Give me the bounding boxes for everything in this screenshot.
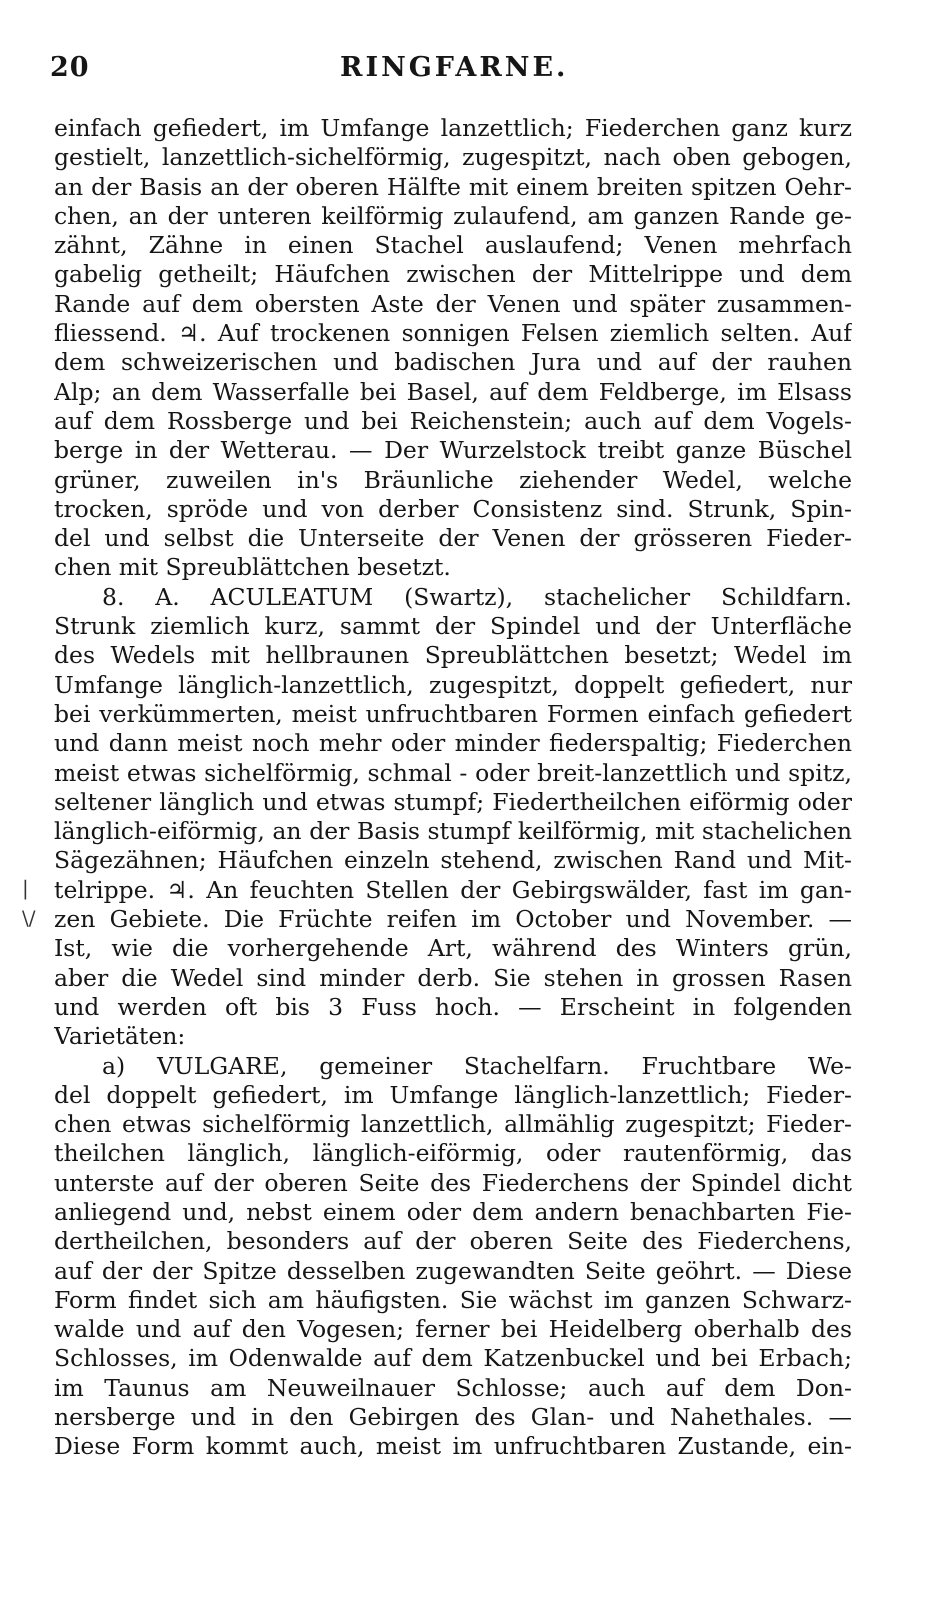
text-line: theilchen länglich, länglich-eiförmig, oder rautenförmig, das bbox=[54, 1139, 852, 1168]
text-line: walde und auf den Vogesen; ferner bei Heidelberg oberhalb des bbox=[54, 1315, 852, 1344]
text-line: unterste auf der oberen Seite des Fiederchens der Spindel dicht bbox=[54, 1168, 852, 1197]
text-line: trocken, spröde und von derber Consistenz sind. Strunk, Spin- bbox=[54, 494, 852, 523]
text-line: fliessend. ♃. Auf trockenen sonnigen Felsen ziemlich selten. Auf bbox=[54, 319, 852, 348]
text-line: gestielt, lanzettlich-sichelförmig, zugespitzt, nach oben gebogen, bbox=[54, 143, 852, 172]
text-line: länglich-eiförmig, an der Basis stumpf keilförmig, mit stachelichen bbox=[54, 817, 852, 846]
species-heading-line: 8. A. ACULEATUM (Swartz), stachelicher Schildfarn. bbox=[102, 582, 852, 611]
text-line: Ist, wie die vorhergehende Art, während des Winters grün, bbox=[54, 934, 852, 963]
margin-pencil-mark: \/ bbox=[22, 906, 36, 930]
text-line: dertheilchen, besonders auf der oberen Seite des Fiederchens, bbox=[54, 1227, 852, 1256]
text-line: im Taunus am Neuweilnauer Schlosse; auch auf dem Don- bbox=[54, 1373, 852, 1402]
text-line: einfach gefiedert, im Umfange lanzettlich; Fiederchen ganz kurz bbox=[54, 114, 852, 142]
text-line: chen mit Spreublättchen besetzt. bbox=[54, 553, 451, 582]
text-line: Sägezähnen; Häufchen einzeln stehend, zwischen Rand und Mit- bbox=[54, 846, 852, 875]
text-line: gabelig getheilt; Häufchen zwischen der Mittelrippe und dem bbox=[54, 260, 852, 289]
page-number: 20 bbox=[50, 52, 90, 83]
text-line: zen Gebiete. Die Früchte reifen im October und November. — bbox=[54, 905, 852, 934]
text-line: meist etwas sichelförmig, schmal - oder breit-lanzettlich und spitz, bbox=[54, 758, 852, 787]
text-line: auf der der Spitze desselben zugewandten Seite geöhrt. — Diese bbox=[54, 1256, 852, 1285]
text-line: berge in der Wetterau. — Der Wurzelstock treibt ganze Büschel bbox=[54, 436, 852, 465]
text-line: Umfange länglich-lanzettlich, zugespitzt, doppelt gefiedert, nur bbox=[54, 670, 852, 699]
page-header bbox=[50, 52, 850, 92]
text-line: und dann meist noch mehr oder minder fiederspaltig; Fiederchen bbox=[54, 729, 852, 758]
text-line: Strunk ziemlich kurz, sammt der Spindel und der Unterfläche bbox=[54, 612, 852, 641]
text-line: grüner, zuweilen in's Bräunliche ziehender Wedel, welche bbox=[54, 465, 852, 494]
text-line: del doppelt gefiedert, im Umfange länglich-lanzettlich; Fieder- bbox=[54, 1080, 852, 1109]
variety-heading-line: a) VULGARE, gemeiner Stachelfarn. Fruchtbare We- bbox=[102, 1051, 852, 1080]
text-line: des Wedels mit hellbraunen Spreublättchen besetzt; Wedel im bbox=[54, 641, 852, 670]
text-line: und werden oft bis 3 Fuss hoch. — Erscheint in folgenden bbox=[54, 992, 852, 1021]
text-line: seltener länglich und etwas stumpf; Fiedertheilchen eiförmig oder bbox=[54, 787, 852, 816]
margin-pencil-mark: | bbox=[22, 876, 29, 900]
text-line: Schlosses, im Odenwalde auf dem Katzenbuckel und bei Erbach; bbox=[54, 1344, 852, 1373]
text-line: Diese Form kommt auch, meist im unfruchtbaren Zustande, ein- bbox=[54, 1432, 852, 1461]
text-line: chen etwas sichelförmig lanzettlich, allmählig zugespitzt; Fieder- bbox=[54, 1110, 852, 1139]
text-line: an der Basis an der oberen Hälfte mit einem breiten spitzen Oehr- bbox=[54, 172, 852, 201]
text-line: Form findet sich am häufigsten. Sie wächst im ganzen Schwarz- bbox=[54, 1285, 852, 1314]
text-line: Varietäten: bbox=[54, 1022, 186, 1051]
text-line: bei verkümmerten, meist unfruchtbaren Formen einfach gefiedert bbox=[54, 699, 852, 728]
running-head: RINGFARNE. bbox=[340, 52, 569, 83]
text-line: Alp; an dem Wasserfalle bei Basel, auf dem Feldberge, im Elsass bbox=[54, 377, 852, 406]
text-line: aber die Wedel sind minder derb. Sie stehen in grossen Rasen bbox=[54, 963, 852, 992]
text-line: zähnt, Zähne in einen Stachel auslaufend; Venen mehrfach bbox=[54, 231, 852, 260]
text-line: Rande auf dem obersten Aste der Venen und später zusammen- bbox=[54, 289, 852, 318]
text-line: anliegend und, nebst einem oder dem andern benachbarten Fie- bbox=[54, 1197, 852, 1226]
text-line: telrippe. ♃. An feuchten Stellen der Gebirgswälder, fast im gan- bbox=[54, 875, 852, 904]
body-text bbox=[54, 114, 852, 1462]
text-line: del und selbst die Unterseite der Venen der grösseren Fieder- bbox=[54, 524, 852, 553]
text-line: nersberge und in den Gebirgen des Glan- und Nahethales. — bbox=[54, 1403, 852, 1432]
text-line: auf dem Rossberge und bei Reichenstein; auch auf dem Vogels- bbox=[54, 406, 852, 435]
text-line: dem schweizerischen und badischen Jura und auf der rauhen bbox=[54, 348, 852, 377]
text-line: chen, an der unteren keilförmig zulaufend, am ganzen Rande ge- bbox=[54, 201, 852, 230]
